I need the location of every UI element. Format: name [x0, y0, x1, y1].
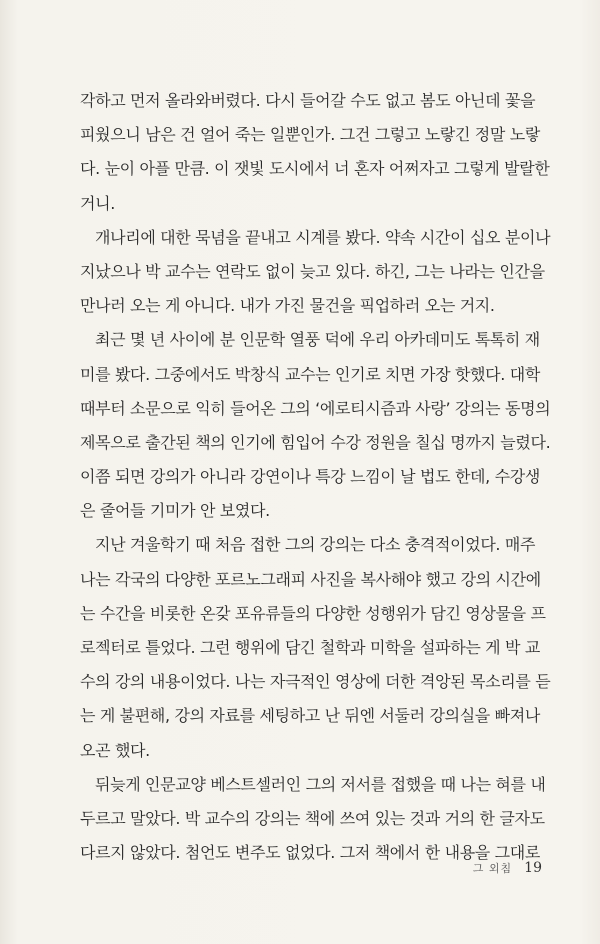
paragraph [80, 221, 551, 324]
text-line: 나는 각국의 다양한 포르노그래피 사진을 복사해야 했고 강의 시간에 [80, 569, 541, 589]
text-line: 오곤 했다. [80, 740, 150, 760]
paragraph [80, 323, 551, 528]
text-line: 만나러 오는 게 아니다. 내가 가진 물건을 픽업하러 오는 거지. [80, 296, 495, 316]
text-line: 최근 몇 년 사이에 분 인문학 열풍 덕에 우리 아카데미도 톡톡히 재 [95, 330, 540, 350]
text-line: 두르고 말았다. 박 교수의 강의는 책에 쓰여 있는 것과 거의 한 글자도 [80, 808, 545, 828]
text-line: 다. 눈이 아플 만큼. 이 잿빛 도시에서 너 혼자 어쩌자고 그렇게 발랄한 [80, 159, 550, 179]
text-line: 뒤늦게 인문교양 베스트셀러인 그의 저서를 접했을 때 나는 혀를 내 [95, 774, 546, 794]
text-line: 는 수간을 비롯한 온갖 포유류들의 다양한 성행위가 담긴 영상물을 프 [80, 603, 546, 623]
text-line: 지났으나 박 교수는 연락도 없이 늦고 있다. 하긴, 그는 나라는 인간을 [80, 261, 545, 281]
text-line: 다르지 않았다. 첨언도 변주도 없었다. 그저 책에서 한 내용을 그대로 [80, 843, 540, 863]
text-line: 로젝터로 틀었다. 그런 행위에 담긴 철학과 미학을 설파하는 게 박 교 [80, 638, 540, 657]
running-title: 그 외침 [472, 862, 513, 875]
text-line: 미를 봤다. 그중에서도 박창식 교수는 인기로 치면 가장 핫했다. 대학 [80, 364, 540, 384]
page-footer [473, 860, 542, 876]
text-line: 수의 강의 내용이었다. 나는 자극적인 영상에 더한 격앙된 목소리를 듣 [80, 672, 551, 692]
paragraph [80, 528, 551, 767]
text-line: 때부터 소문으로 익히 들어온 그의 ‘에로티시즘과 사랑’ 강의는 동명의 [80, 398, 551, 418]
text-line: 거니. [80, 193, 115, 213]
text-line: 각하고 먼저 올라와버렸다. 다시 들어갈 수도 없고 봄도 아닌데 꽃을 [80, 91, 536, 110]
text-line: 제목으로 출간된 책의 인기에 힘입어 수강 정원을 칠십 명까지 늘렸다. [80, 432, 551, 452]
text-line: 은 줄어들 기미가 안 보였다. [80, 501, 270, 521]
text-line: 지난 겨울학기 때 처음 접한 그의 강의는 다소 충격적이었다. 매주 [95, 535, 536, 555]
text-line: 피웠으니 남은 건 얼어 죽는 일뿐인가. 그건 그렇고 노랗긴 정말 노랗 [80, 125, 540, 145]
page-number: 19 [524, 860, 542, 876]
text-line: 개나리에 대한 묵념을 끝내고 시계를 봤다. 약속 시간이 십오 분이나 [95, 227, 551, 247]
text-line: 는 게 불편해, 강의 자료를 세팅하고 난 뒤엔 서둘러 강의실을 빠져나 [80, 706, 540, 726]
text-line: 이쯤 되면 강의가 아니라 강연이나 특강 느낌이 날 법도 한데, 수강생 [80, 467, 540, 487]
paragraph [80, 84, 550, 221]
